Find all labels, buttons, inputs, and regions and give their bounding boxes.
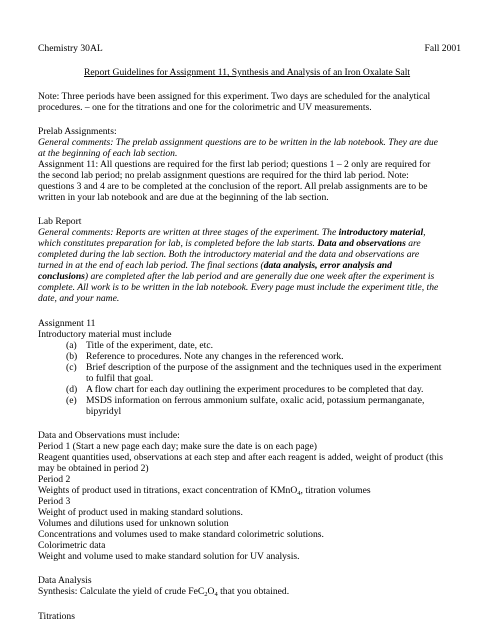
period-1-line-1: Reagent quantities used, observations at each step and after each reagent is added, weight of product (this — [38, 452, 443, 463]
period-3-line-5: Weight and volume used to make standard solution for UV analysis. — [38, 551, 300, 562]
prelab-general-1: General comments: The prelab assignment questions are to be written in the lab notebook. They are due — [38, 137, 438, 148]
note-line-1: Note: Three periods have been assigned for this experiment. Two days are scheduled for the analytical — [38, 91, 431, 102]
titrations-heading: Titrations — [38, 611, 75, 622]
course-name: Chemistry 30AL — [38, 43, 103, 54]
synthesis-line: Synthesis: Calculate the yield of crude $FeC_2O_4$ that you obtained. — [38, 586, 290, 598]
period-3-line-4: Colorimetric data — [38, 540, 106, 551]
list-item: (e) MSDS information on ferrous ammonium sulfate, oxalic acid, potassium permanganate, — [66, 395, 425, 406]
period-3: Period 3 — [38, 496, 71, 507]
prelab-general-2: at the beginning of each lab section. — [38, 148, 178, 159]
period-2: Period 2 — [38, 474, 71, 485]
lab-report-line-1: General comments: Reports are written at three stages of the experiment. The introductory material, — [38, 227, 426, 238]
lab-report-line-5: conclusions) are completed after the lab period and are generally due one week after the experiment is — [38, 271, 435, 282]
lab-report-line-3: completed during the lab section. Both the introductory material and the data and observations are — [38, 249, 420, 260]
term: Fall 2001 — [424, 43, 461, 54]
period-1: Period 1 (Start a new page each day; make sure the date is on each page) — [38, 441, 317, 452]
document-title: Report Guidelines for Assignment 11, Synthesis and Analysis of an Iron Oxalate Salt — [84, 67, 411, 78]
intro-material-heading: Introductory material must include — [38, 329, 172, 340]
list-item: (a) Title of the experiment, date, etc. — [66, 340, 213, 351]
lab-report-line-6: complete. All work is to be written in the lab notebook. Every page must include the experiment title, the — [38, 282, 439, 293]
period-3-line-1: Weight of product used in making standard solutions. — [38, 507, 243, 518]
list-item: (d) A flow chart for each day outlining the experiment procedures to be completed that day. — [66, 384, 424, 395]
prelab-heading: Prelab Assignments: — [38, 126, 117, 137]
period-3-line-3: Concentrations and volumes used to make standard colorimetric solutions. — [38, 529, 324, 540]
lab-report-line-4: turned in at the end of each lab period. The final sections (data analysis, error analysis and — [38, 260, 392, 271]
data-analysis-heading: Data Analysis — [38, 575, 92, 586]
note-line-2: procedures. – one for the titrations and one for the colorimetric and UV measurements. — [38, 102, 372, 113]
period-1-line-2: may be obtained in period 2) — [38, 463, 149, 474]
period-3-line-2: Volumes and dilutions used for unknown solution — [38, 518, 229, 529]
list-item: to fulfil that goal. — [86, 373, 154, 384]
lab-report-line-2: which constitutes preparation for lab, is completed before the lab starts. Data and observations are — [38, 238, 421, 249]
list-item: bipyridyl — [86, 406, 122, 417]
period-2-line-1: Weights of product used in titrations, exact concentration of KMnO$_4$, titration volumes — [38, 485, 371, 497]
prelab-assignment-1: Assignment 11: All questions are required for the first lab period; questions 1 – 2 only are required for — [38, 159, 431, 170]
prelab-assignment-4: written in your lab notebook and are due at the beginning of the lab section. — [38, 192, 329, 203]
data-obs-heading: Data and Observations must include: — [38, 430, 180, 441]
assignment-11-heading: Assignment 11 — [38, 318, 96, 329]
lab-report-heading: Lab Report — [38, 216, 82, 227]
lab-report-line-7: date, and your name. — [38, 293, 120, 304]
prelab-assignment-3: questions 3 and 4 are to be completed at the conclusion of the report. All prelab assignments are to be — [38, 181, 428, 192]
list-item: (c) Brief description of the purpose of the assignment and the techniques used in the experiment — [66, 362, 442, 373]
prelab-assignment-2: the second lab period; no prelab assignment questions are required for the third lab period. Note: — [38, 170, 409, 181]
list-item: (b) Reference to procedures. Note any changes in the referenced work. — [66, 351, 344, 362]
